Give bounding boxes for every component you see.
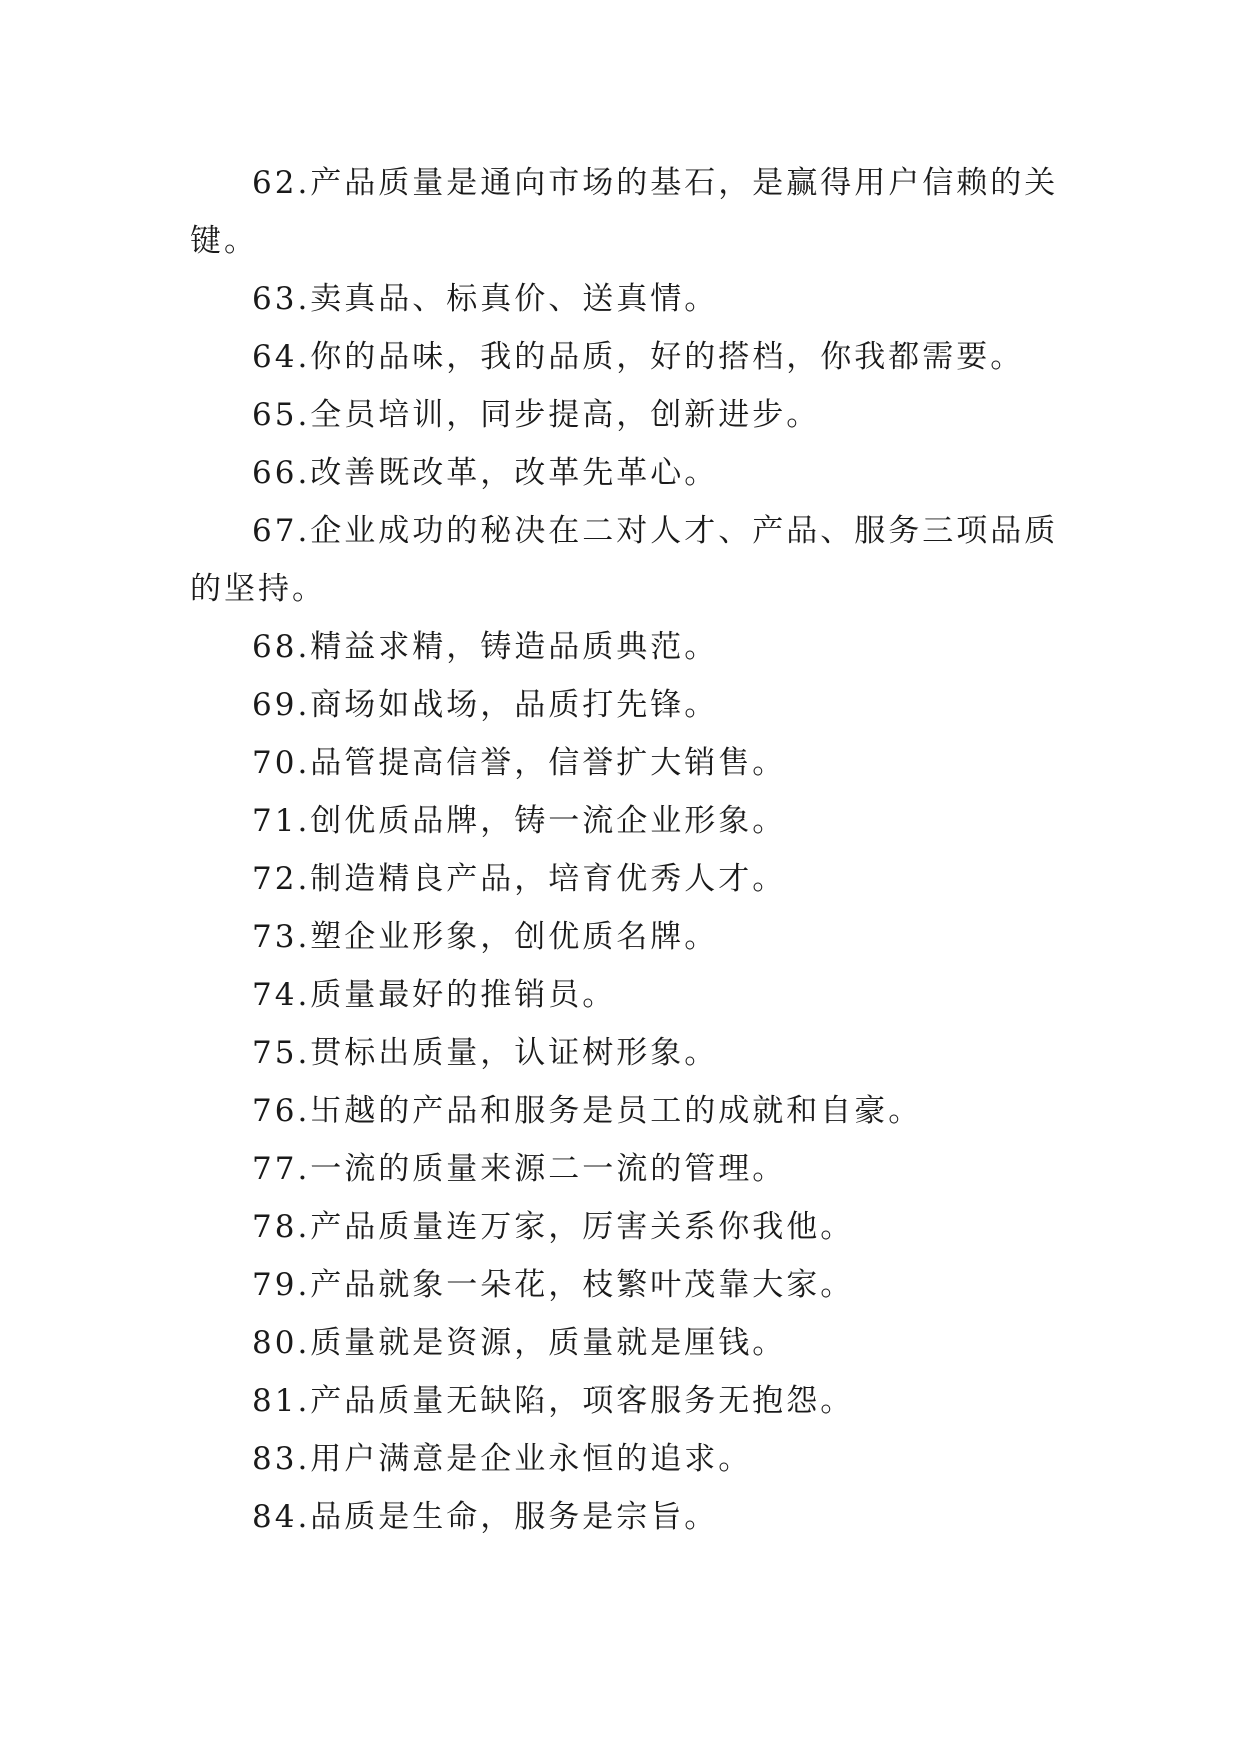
slogan-list bbox=[190, 154, 1070, 1546]
slogan-item: 70.品管提高信誉，信誉扩大销售。 bbox=[252, 745, 787, 781]
slogan-item: 68.精益求精，铸造品质典范。 bbox=[252, 629, 719, 665]
slogan-item: 64.你的品味，我的品质，好的搭档，你我都需要。 bbox=[252, 339, 1025, 375]
slogan-item: 80.质量就是资源，质量就是厘钱。 bbox=[252, 1325, 787, 1361]
slogan-item: 84.品质是生命，服务是宗旨。 bbox=[252, 1499, 719, 1535]
slogan-item: 62.产品质量是通向市场的基石，是赢得用户信赖的关键。 bbox=[190, 165, 1059, 259]
slogan-item: 76.卐越的产品和服务是员工的成就和自豪。 bbox=[252, 1093, 923, 1129]
slogan-item: 63.卖真品、标真价、送真情。 bbox=[252, 281, 719, 317]
slogan-item: 69.商场如战场，品质打先锋。 bbox=[252, 687, 719, 723]
slogan-item: 77.一流的质量来源二一流的管理。 bbox=[252, 1151, 787, 1187]
slogan-item: 73.塑企业形象，创优质名牌。 bbox=[252, 919, 719, 955]
slogan-item: 71.创优质品牌，铸一流企业形象。 bbox=[252, 803, 787, 839]
slogan-item: 65.全员培训，同步提高，创新进步。 bbox=[252, 397, 821, 433]
slogan-item: 66.改善既改革，改革先革心。 bbox=[252, 455, 719, 491]
slogan-item: 74.质量最好的推销员。 bbox=[252, 977, 617, 1013]
slogan-item: 83.用户满意是企业永恒的追求。 bbox=[252, 1441, 753, 1477]
slogan-item: 78.产品质量连万家，厉害关系你我他。 bbox=[252, 1209, 855, 1245]
slogan-item: 67.企业成功的秘决在二对人才、产品、服务三项品质的坚持。 bbox=[190, 513, 1059, 607]
slogan-item: 75.贯标出质量，认证树形象。 bbox=[252, 1035, 719, 1071]
slogan-item: 72.制造精良产品，培育优秀人才。 bbox=[252, 861, 787, 897]
slogan-item: 81.产品质量无缺陷，项客服务无抱怨。 bbox=[252, 1383, 855, 1419]
slogan-item: 79.产品就象一朵花，枝繁叶茂靠大家。 bbox=[252, 1267, 855, 1303]
